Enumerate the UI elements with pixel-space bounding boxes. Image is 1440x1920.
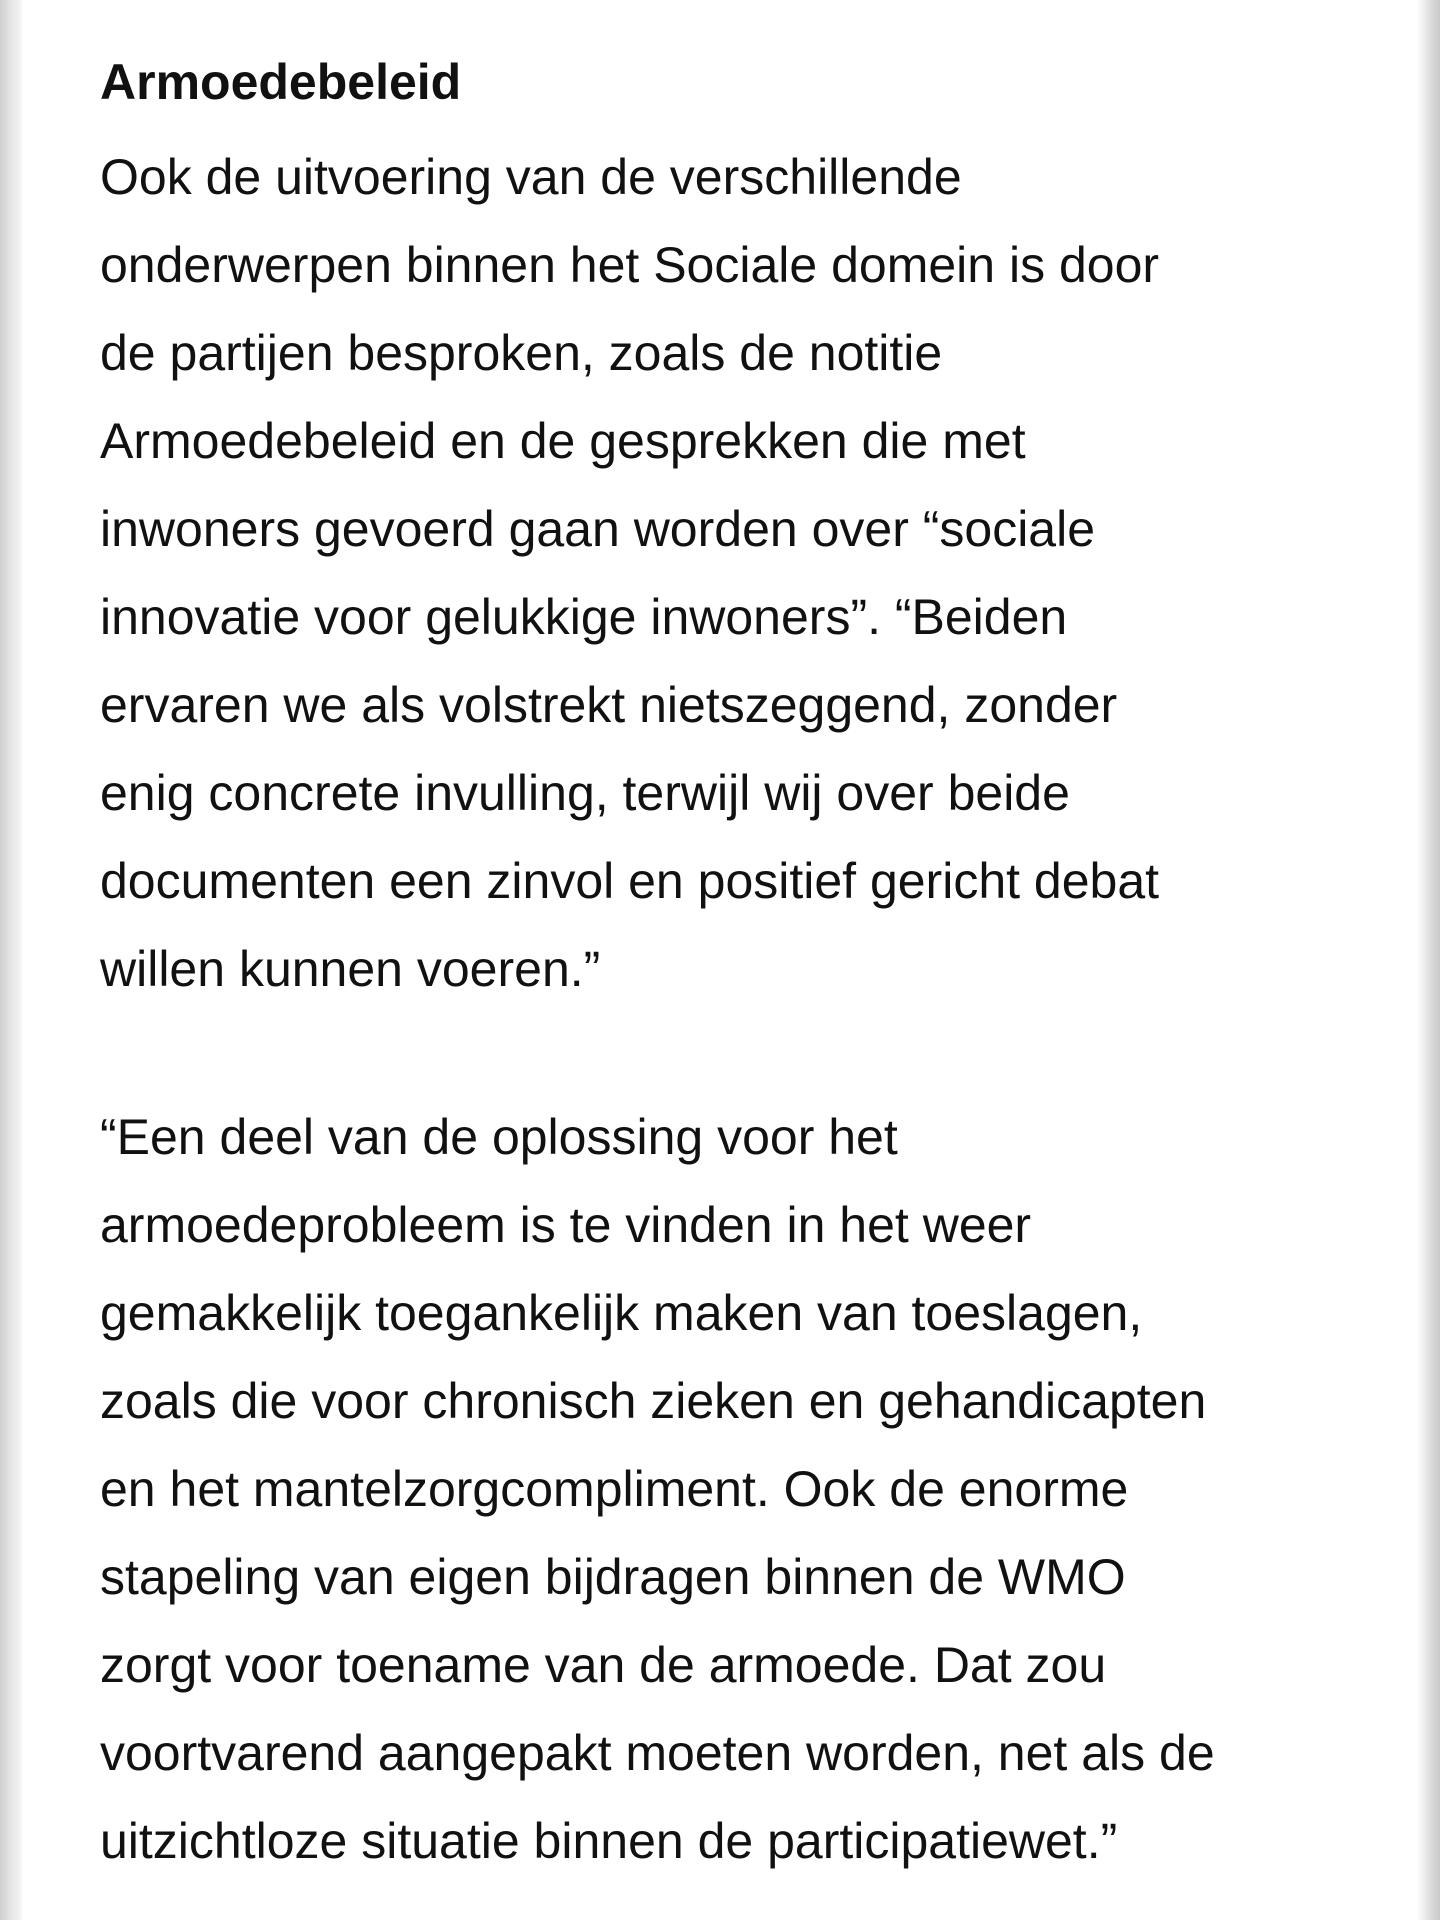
article-card (22, 0, 1418, 1920)
section-heading: Armoedebeleid (100, 54, 462, 110)
paragraph-1: Ook de uitvoering van de verschillende onderwerpen binnen het Sociale domein is door de partijen besproken, zoals de notitie Armoedebeleid en de gesprekken die met inwoners gevoerd gaan worden over “sociale innovatie voor gelukkige inwoners”. “Beiden ervaren we als volstrekt nietszeggend, zonder enig concrete invulling, terwijl wij over beide documenten een zinvol en positief gericht debat willen kunnen voeren.” (100, 149, 1160, 997)
paragraph-spacer (100, 1013, 1358, 1093)
paragraph-2: “Een deel van de oplossing voor het armoedeprobleem is te vinden in het weer gemakkelijk toegankelijk maken van toeslagen, zoals die voor chronisch zieken en gehandicapten en het mantelzorgcompliment. Ook de enorme stapeling van eigen bijdragen binnen de WMO zorgt voor toename van de armoede. Dat zou voortvarend aangepakt moeten worden, net als de uitzichtloze situatie binnen de participatiewet.” (100, 1109, 1215, 1869)
